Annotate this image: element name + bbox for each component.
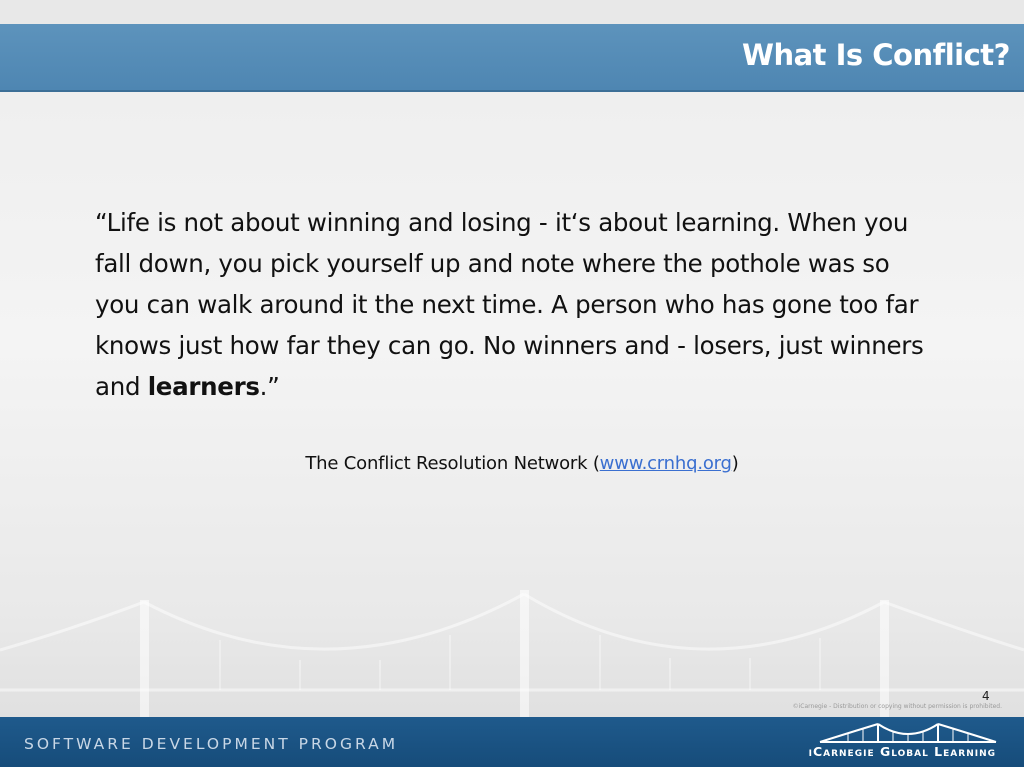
footer-bar: [0, 717, 1024, 767]
bridge-watermark: [0, 590, 1024, 718]
source-suffix: ): [731, 453, 739, 474]
title-bar: [0, 24, 1024, 92]
page-number: 4: [982, 689, 990, 703]
source-prefix: The Conflict Resolution Network (: [305, 453, 600, 474]
quote-text: [95, 202, 935, 407]
program-name: SOFTWARE DEVELOPMENT PROGRAM: [24, 735, 399, 753]
quote-open-mark: “: [95, 208, 107, 237]
slide-title: What Is Conflict?: [741, 38, 1010, 72]
quote-body: Life is not about winning and losing - it‘s about learning. When you fall down, you pick yourself up and note where the pothole was so you can walk around it the next time. A person who has gone too far knows just how far they can go. No winners and - losers, just winners and: [95, 208, 924, 401]
quote-source: [0, 453, 1024, 474]
source-link[interactable]: www.crnhq.org: [599, 453, 732, 474]
bridge-logo-icon: [818, 722, 998, 744]
top-strip: [0, 0, 1024, 24]
brand-name: iCarnegie Global Learning: [808, 744, 996, 759]
copyright-notice: ©iCarnegie - Distribution or copying without permission is prohibited.: [792, 703, 1002, 710]
quote-bold-word: learners: [147, 372, 260, 401]
quote-close: .”: [259, 372, 280, 401]
